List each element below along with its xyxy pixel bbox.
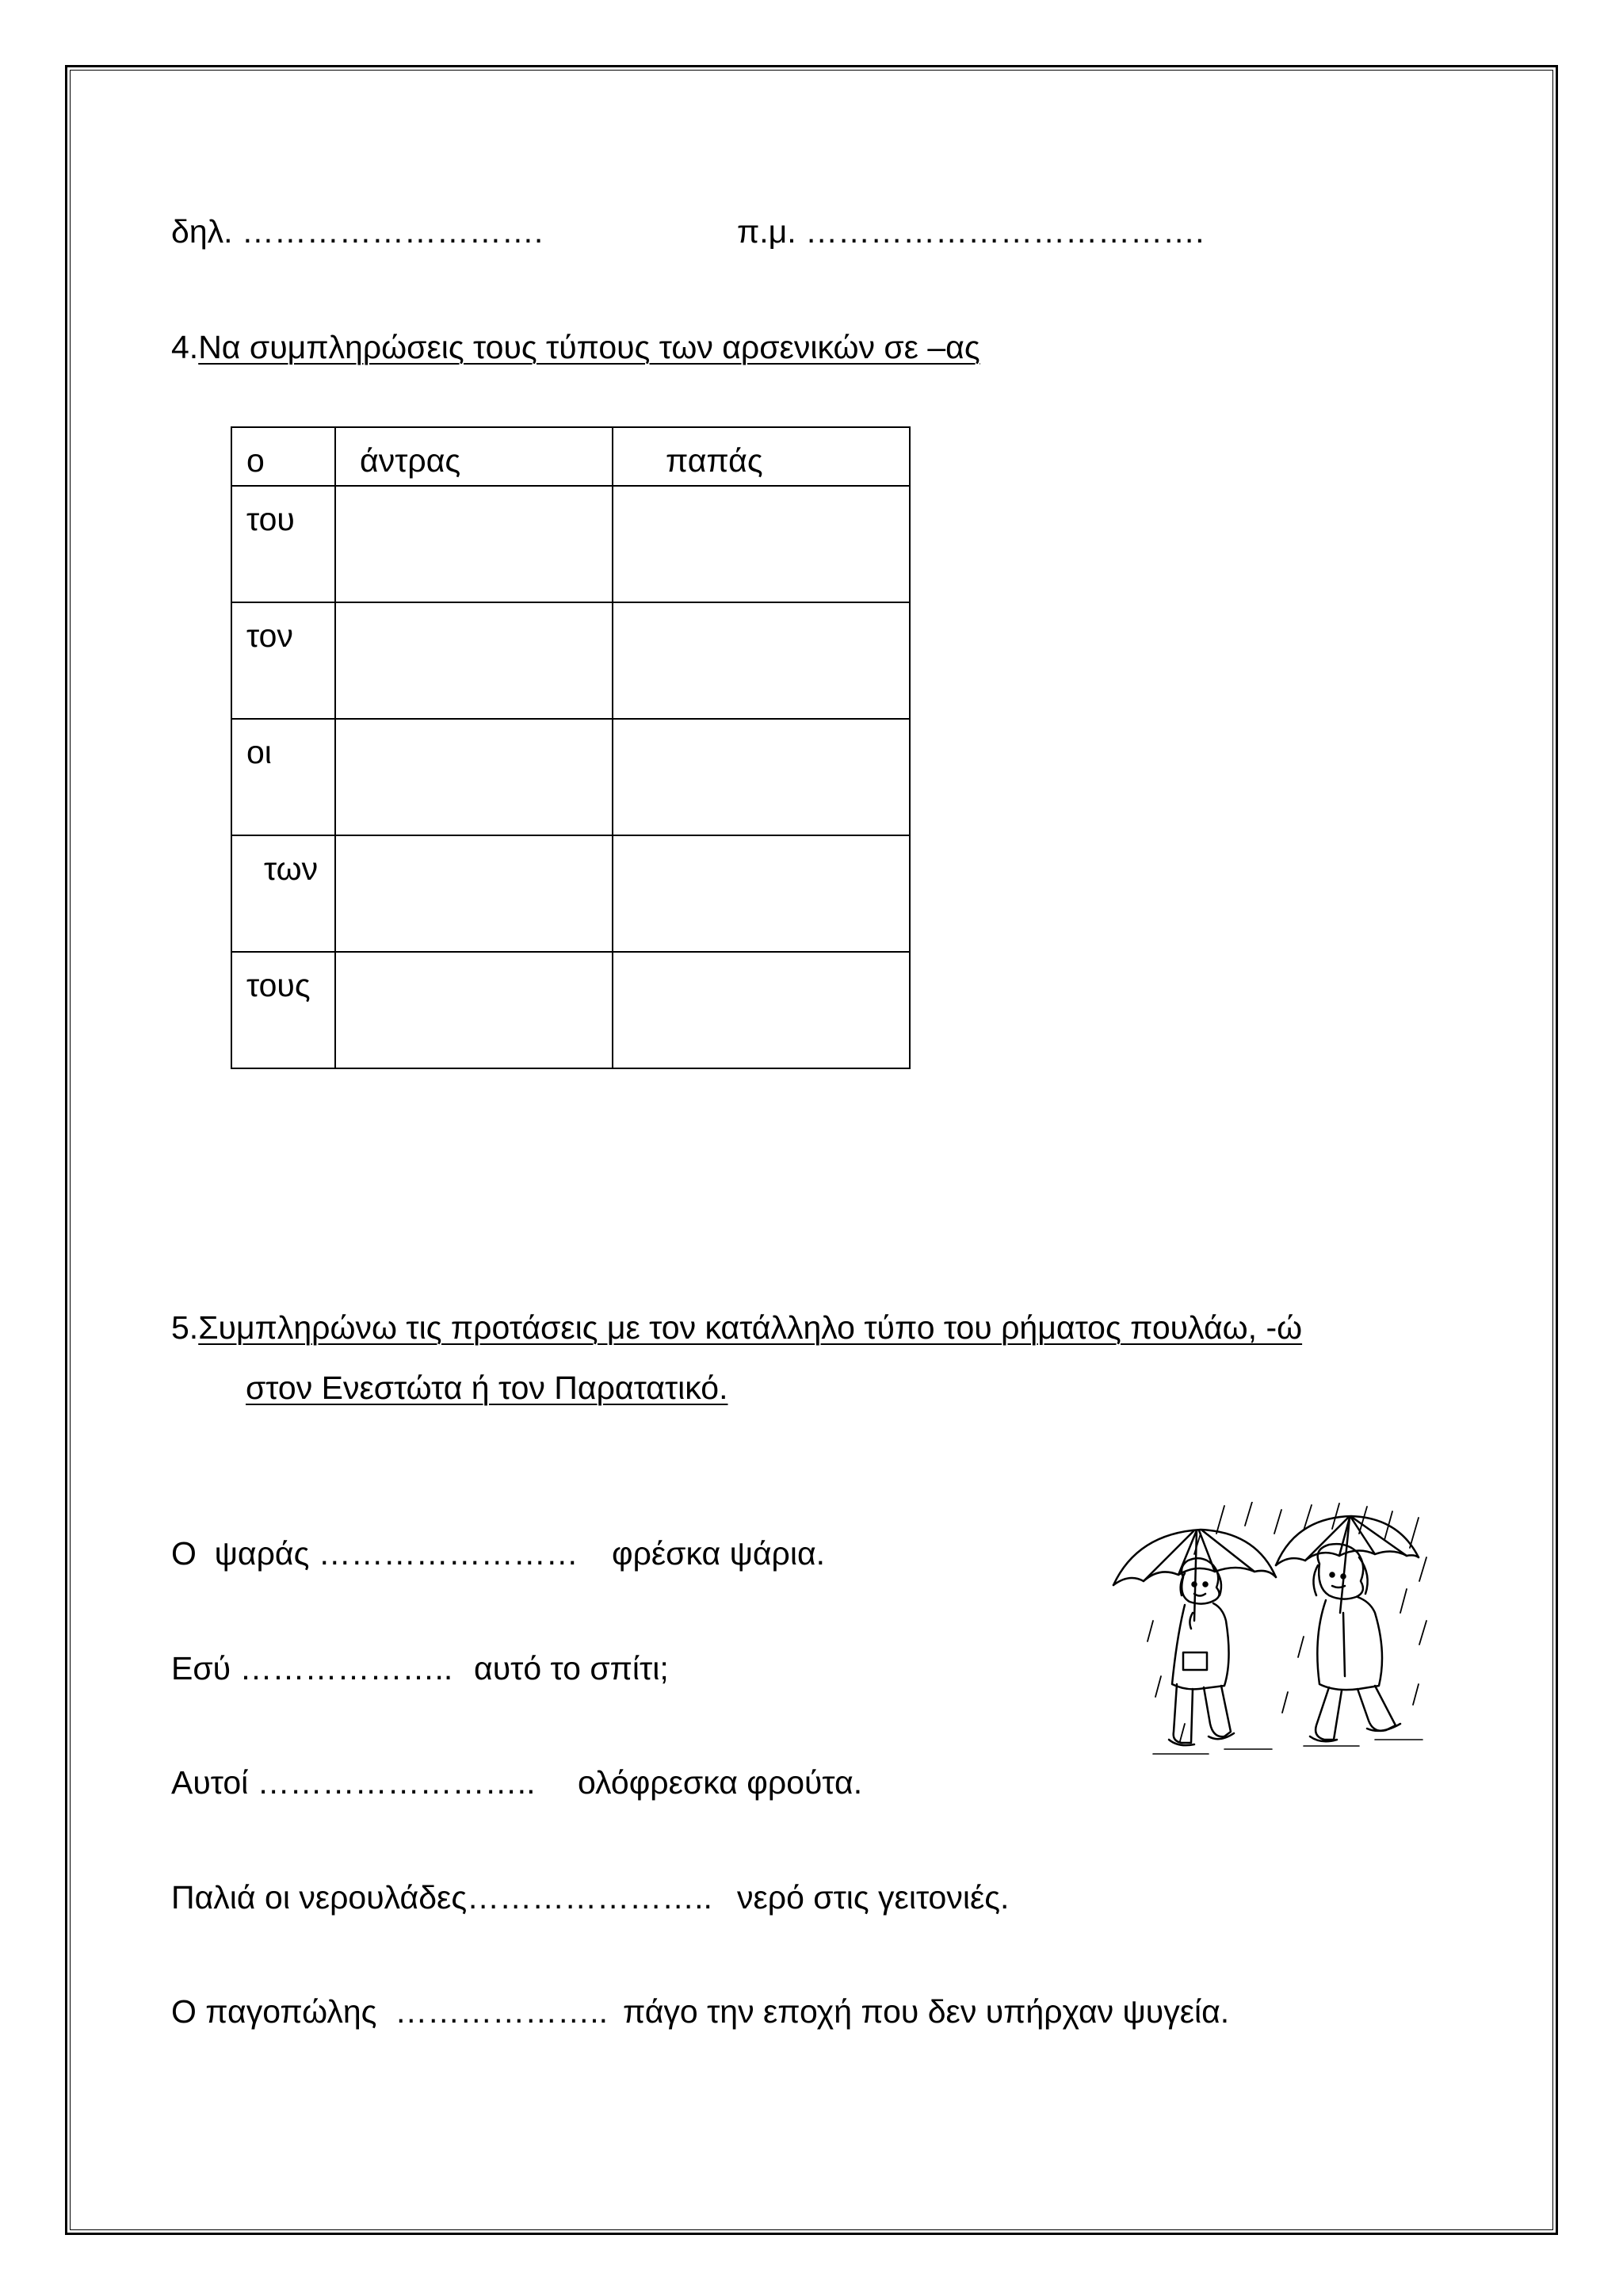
table-row — [231, 602, 910, 719]
left-child — [1169, 1558, 1234, 1745]
sentence-2-start: Εσύ ……………….. — [171, 1650, 453, 1687]
umbrella-children-illustration — [1106, 1502, 1438, 1779]
exercise4-instruction: Να συμπληρώσεις τους τύπους των αρσενικών σε –ας — [198, 329, 980, 365]
sentence-2-end: αυτό το σπίτι; — [474, 1650, 669, 1687]
sentence-5-end: πάγο την εποχή που δεν υπήρχαν ψυγεία. — [623, 1993, 1230, 2030]
sentence-4-start: Παλιά οι νερουλάδες………………….. — [171, 1879, 712, 1916]
table-row-article: του — [231, 486, 335, 602]
table-cell-papas-blank[interactable] — [613, 835, 910, 952]
sentence-3-start: Αυτοί …………………….. — [171, 1764, 536, 1801]
table-cell-antras-blank[interactable] — [335, 719, 613, 835]
exercise4-heading — [171, 331, 980, 364]
table-cell-antras-blank[interactable] — [335, 952, 613, 1068]
table-header-antras: άντρας — [335, 427, 613, 486]
ground-lines — [1153, 1740, 1423, 1754]
sentence-1-start: Ο ψαράς …………………… — [171, 1535, 579, 1572]
table-header-article: ο — [231, 427, 335, 486]
table-row-article: των — [231, 835, 335, 952]
table-row — [231, 719, 910, 835]
table-cell-papas-blank[interactable] — [613, 486, 910, 602]
sentence-5-start: Ο παγοπώλης ……………….. — [171, 1993, 608, 2030]
table-cell-papas-blank[interactable] — [613, 719, 910, 835]
sentence-4-end: νερό στις γειτονιές. — [737, 1879, 1010, 1916]
table-cell-papas-blank[interactable] — [613, 602, 910, 719]
table-header-papas: παπάς — [613, 427, 910, 486]
table-cell-antras-blank[interactable] — [335, 486, 613, 602]
table-row — [231, 835, 910, 952]
exercise5-instruction-line1: Συμπληρώνω τις προτάσεις με τον κατάλληλο τύπο του ρήματος πουλάω, -ώ — [198, 1309, 1303, 1346]
left-umbrella — [1113, 1530, 1276, 1621]
table-row-article: τον — [231, 602, 335, 719]
table-row-article: οι — [231, 719, 335, 835]
table-cell-antras-blank[interactable] — [335, 835, 613, 952]
table-row — [231, 486, 910, 602]
exercise5-instruction-line2: στον Ενεστώτα ή τον Παρατατικό. — [246, 1370, 728, 1406]
header-line-left: δηλ. ………………………. — [171, 213, 544, 250]
exercise4-number: 4. — [171, 329, 199, 365]
table-row-article: τους — [231, 952, 335, 1068]
sentence-3-end: ολόφρεσκα φρούτα. — [578, 1764, 863, 1801]
header-line-right: π.μ. ………………………………. — [737, 213, 1205, 250]
table-cell-antras-blank[interactable] — [335, 602, 613, 719]
sentence-1-end: φρέσκα ψάρια. — [612, 1535, 826, 1572]
table-cell-papas-blank[interactable] — [613, 952, 910, 1068]
table-row — [231, 952, 910, 1068]
right-child — [1310, 1544, 1400, 1741]
table-header-row — [231, 427, 910, 486]
exercise5-number: 5. — [171, 1309, 199, 1346]
exercise5-heading — [171, 1309, 1303, 1346]
noun-declension-table — [231, 426, 911, 1069]
